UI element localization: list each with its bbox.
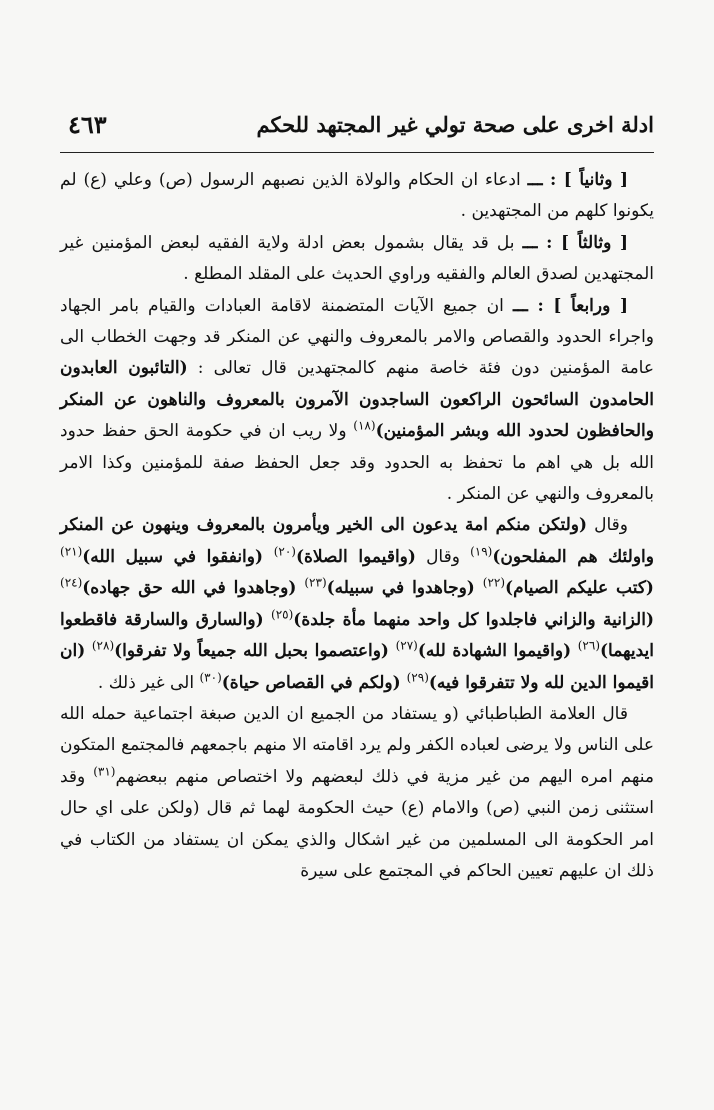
point-label: [ ورابعاً ] : ـــ xyxy=(512,295,628,316)
footnote-marker: (١٨) xyxy=(353,418,376,433)
footnote-marker: (٢٦) xyxy=(577,638,600,653)
quranic-quote: (وانفقوا في سبيل الله) xyxy=(82,546,274,567)
paragraph-text: ان جميع الآيات المتضمنة لاقامة العبادات والقيام بامر الجهاد واجراء الحدود والقصاص والامر بالمعروف والنهي عن المنكر قد وجهت الخطاب الى عامة المؤمنين دون فئة خاصة منهم كالمجتهدين قال تعالى : xyxy=(60,295,654,379)
quranic-quote: (والسارق والسارقة فاقطعوا ايديهما) xyxy=(60,609,654,662)
footnote-marker: (٣٠) xyxy=(199,669,222,684)
paragraph-text: وقال xyxy=(415,546,471,567)
quranic-quote: (وجاهدوا في الله حق جهاده) xyxy=(82,578,305,599)
footnote-marker: (٣١) xyxy=(93,764,116,779)
point-label: [ وثانياً ] : ـــ xyxy=(527,170,629,190)
quranic-quote: (ولتكن منكم امة يدعون الى الخير ويأمرون بالمعروف وينهون عن المنكر واولئك هم المفلحون) xyxy=(60,515,654,567)
footnote-marker: (٢٣) xyxy=(304,575,327,590)
paragraph-fourth-point xyxy=(60,291,654,511)
paragraph-text: ادعاء ان الحكام والولاة الذين نصبهم الرسول (ص) وعلي (ع) لم يكونوا كلهم من المجتهدين . xyxy=(60,170,654,222)
paragraph-text: الى غير ذلك . xyxy=(97,672,200,693)
footnote-marker: (٢٨) xyxy=(91,638,115,653)
quranic-quote: (ان اقيموا الدين لله ولا تتفرقوا فيه) xyxy=(60,641,654,693)
quranic-quote: (التائبون العابدون الحامدون السائحون الراكعون الساجدون الآمرون بالمعروف والناهون عن المنكر والحافظون لحدود الله وبشر المؤمنين) xyxy=(60,358,654,442)
running-title: ادلة اخرى على صحة تولي غير المجتهد للحكم xyxy=(256,112,654,137)
quranic-quote: (ولكم في القصاص حياة) xyxy=(221,672,407,693)
footnote-marker: (٢٠) xyxy=(273,544,296,559)
paragraph-text: وقد استثنى زمن النبي (ص) والامام (ع) حيث الحكومة لهما ثم قال (ولكن على اي حال امر الحكومة الى المسلمين من غير اشكال والذي يمكن ان يستفاد من الكتاب في ذلك ان عليهم تعيين الحاكم في المجتمع على سيرة xyxy=(60,766,654,881)
page-number: ٤٦٣ xyxy=(68,110,107,139)
footnote-marker: (٢٤) xyxy=(60,575,83,590)
quranic-quote: (واقيموا الشهادة لله) xyxy=(417,641,578,662)
quranic-quote: (الزانية والزاني فاجلدوا كل واحد منهما مأة جلدة) xyxy=(293,609,654,630)
footnote-marker: (٢٧) xyxy=(395,638,418,653)
paragraph-third-point xyxy=(60,228,654,291)
quranic-quote: (وجاهدوا في سبيله) xyxy=(326,578,483,599)
paragraph-text: بل قد يقال بشمول بعض ادلة ولاية الفقيه لبعض المؤمنين غير المجتهدين لصدق العالم والفقيه وراوي الحديث على المقلد المطلع . xyxy=(60,232,654,285)
footnote-marker: (٢٥) xyxy=(271,607,294,622)
point-label: [ وثالثاً ] : ـــ xyxy=(522,232,628,253)
quranic-quote: (واقيموا الصلاة) xyxy=(295,546,416,567)
footnote-marker: (٢٩) xyxy=(406,669,429,684)
main-text xyxy=(60,165,654,887)
quranic-quote: (واعتصموا بحبل الله جميعاً ولا تفرقوا) xyxy=(114,641,396,662)
quranic-quote: (كتب عليكم الصيام) xyxy=(505,578,654,599)
paragraph-second-point xyxy=(60,165,654,228)
page-header xyxy=(60,112,654,146)
footnote-marker: (٢٢) xyxy=(482,575,506,590)
paragraph-text: ولا ريب ان في حكومة الحق حفظ حدود الله بل هي اهم ما تحفظ به الحدود وقد جعل الحفظ صفة للمؤمنين وكذا الامر بالمعروف والنهي عن المنكر . xyxy=(60,421,654,505)
paragraph-tabatabai-quote xyxy=(60,699,654,887)
paragraph-text: وقال xyxy=(587,515,629,536)
paragraph-verses-list xyxy=(60,510,654,698)
footnote-marker: (٢١) xyxy=(60,544,83,559)
paragraph-text: قال العلامة الطباطبائي (و يستفاد من الجميع ان الدين صبغة اجتماعية حمله الله على الناس ولا يرضى لعباده الكفر ولم يرد اقامته الا منهم باجمعهم فالمجتمع المتكون منهم امره اليهم من غير مزية في ذلك لبعضهم ولا اختصاص منهم ببعضهم xyxy=(60,703,654,787)
footnote-marker: (١٩) xyxy=(470,544,493,559)
header-rule xyxy=(60,152,654,153)
